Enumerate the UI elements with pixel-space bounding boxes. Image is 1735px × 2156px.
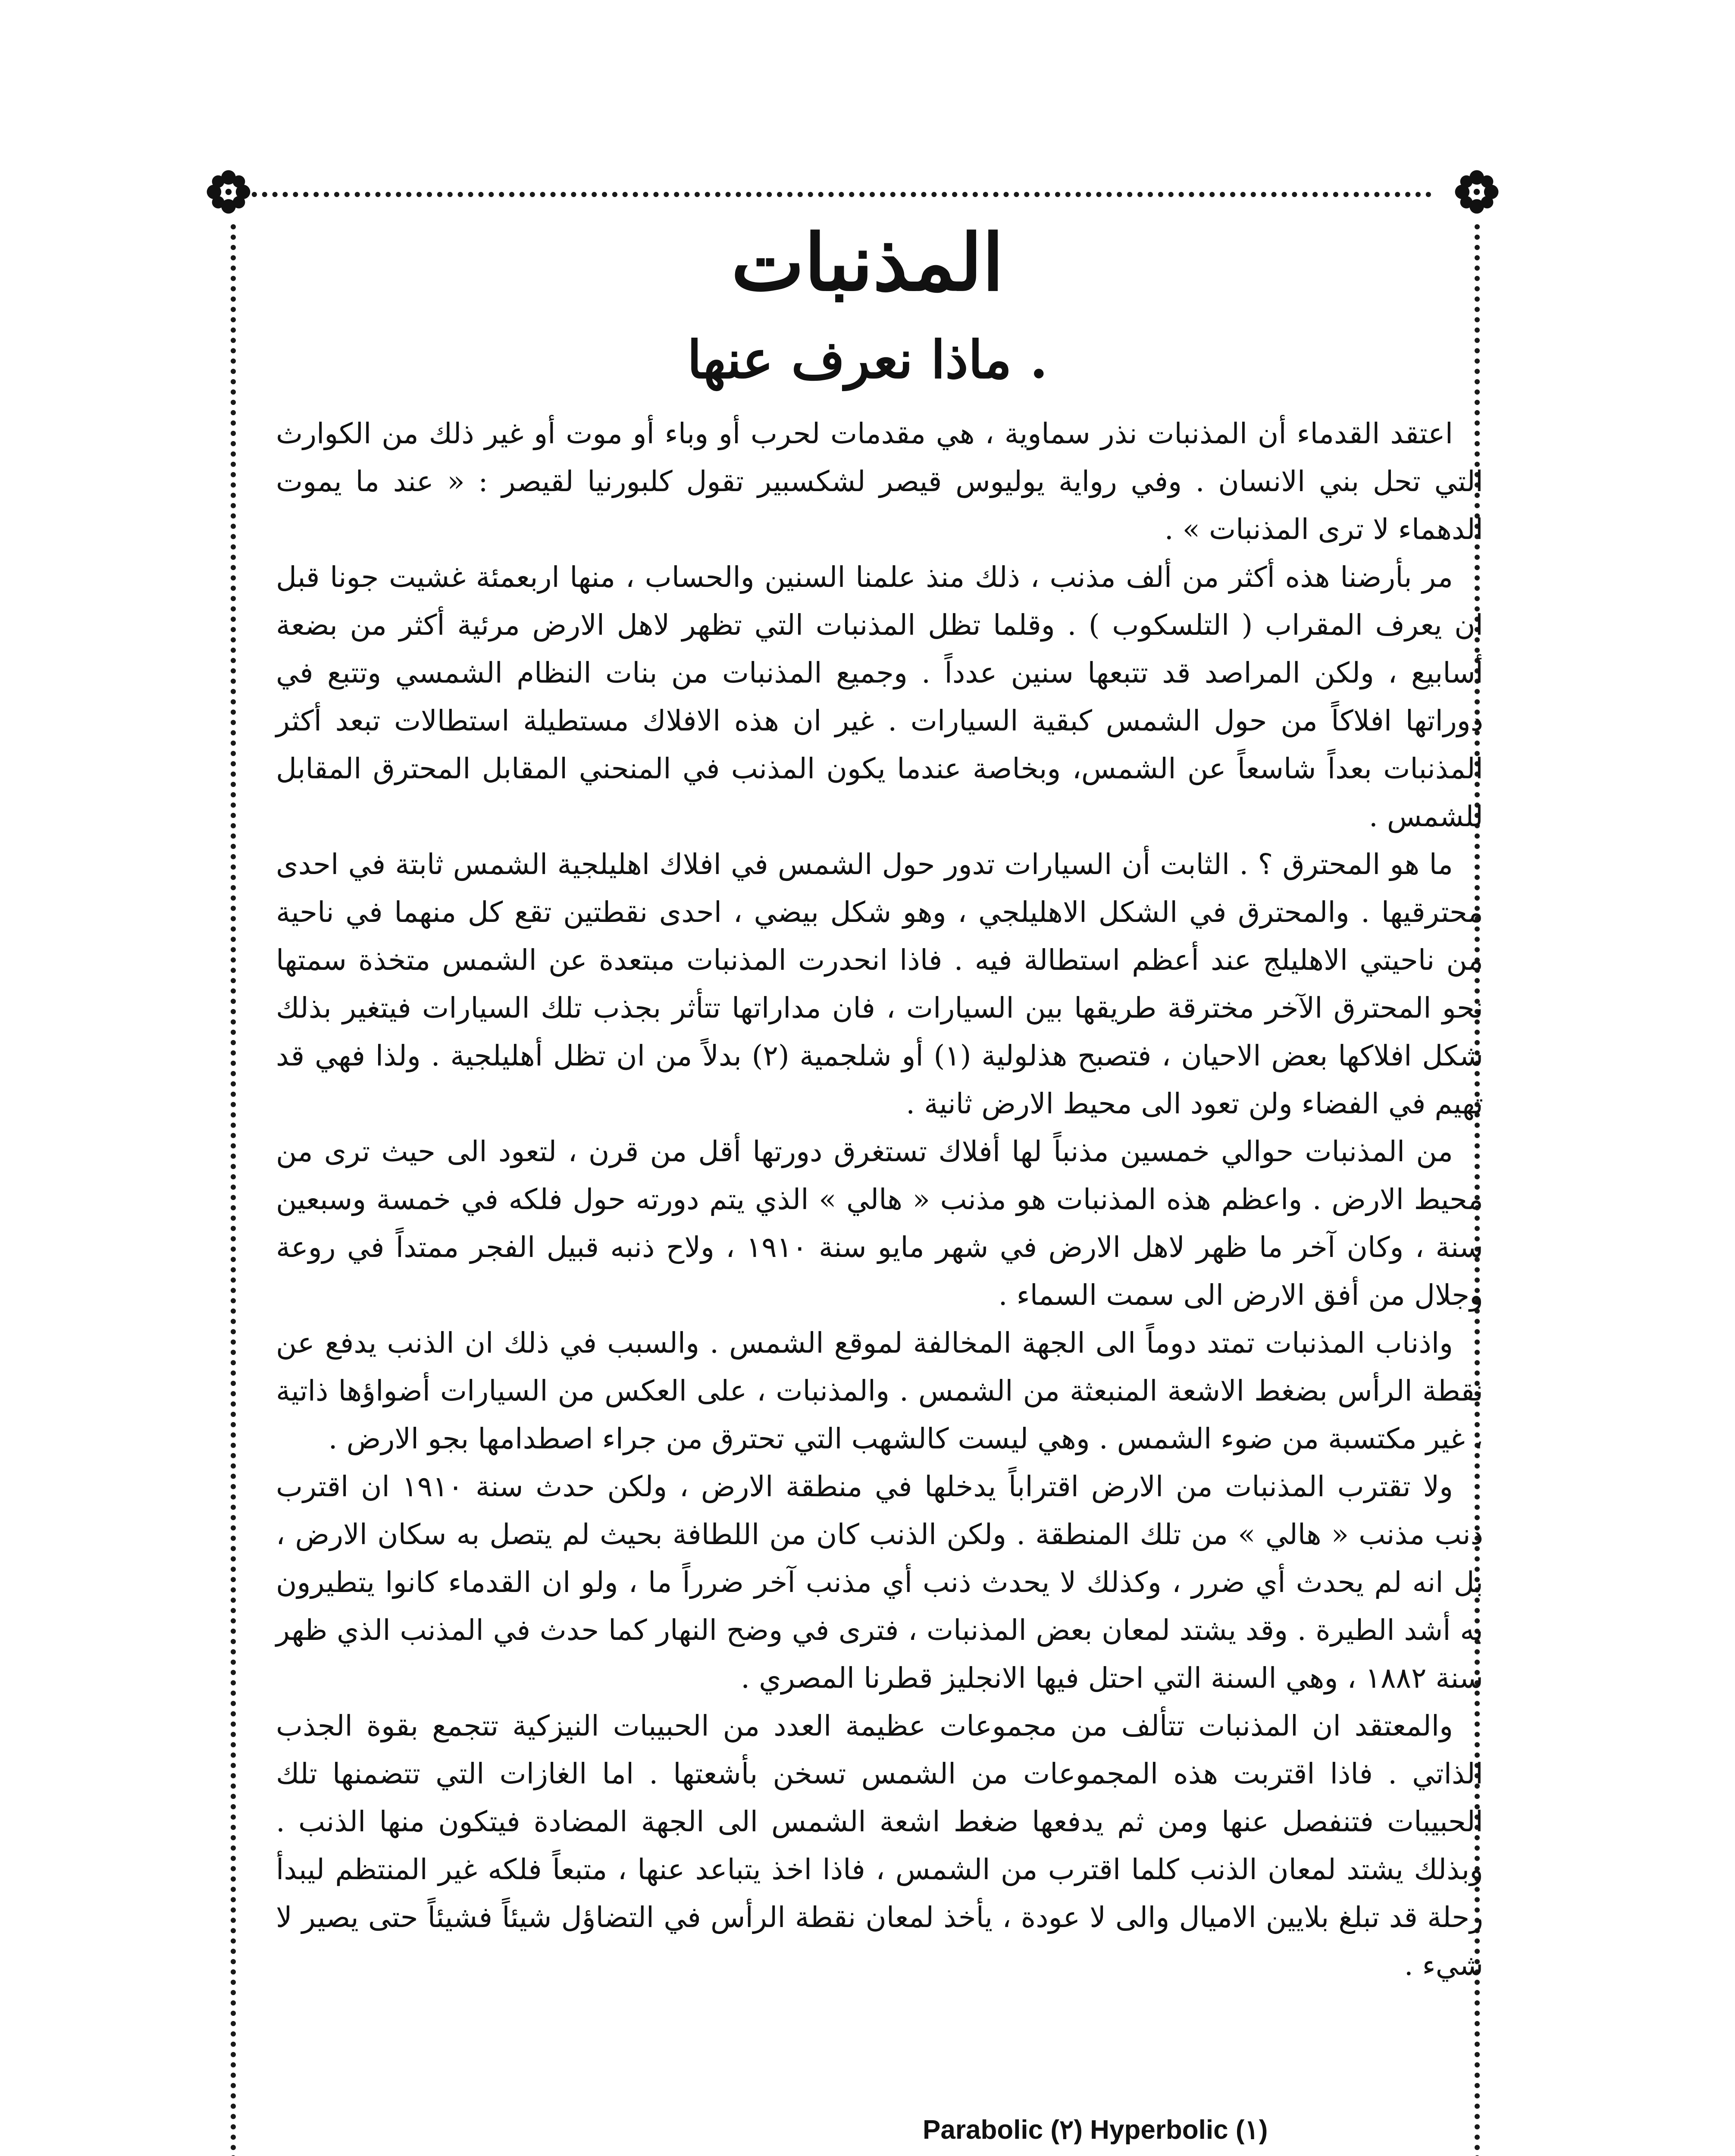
paragraph-focus-definition: ما هو المحترق ؟ . الثابت أن السيارات تدور حول الشمس في افلاك اهليلجية الشمس ثابتة في احدى محترقيها . والمحترق في الشكل الاهليلجي ، وهو شكل بيضي ، احدى نقطتين تقع كل منهما في ناحية من ناحيتي الاهليلج عند أعظم استطالة فيه . فاذا انحدرت المذنبات مبتعدة عن الشمس متخذة سمتها نحو المحترق الآخر مخترقة طريقها بين السيارات ، فان مداراتها تتأثر بجذب تلك السيارات فيتغير بذلك شكل افلاكها بعض الاحيان ، فتصبح هذلولية (١) أو شلجمية (٢) بدلاً من ان تظل أهليلجية . ولذا فهي قد تهيم في الفضاء ولن تعود الى محيط الارض ثانية . xyxy=(276,848,1484,1120)
paragraph-comet-orbits: مر بأرضنا هذه أكثر من ألف مذنب ، ذلك منذ علمنا السنين والحساب ، منها اربعمئة غشيت جونا قبل ان يعرف المقراب ( التلسكوب ) . وقلما تظل المذنبات التي تظهر لاهل الارض مرئية أكثر من بضعة أسابيع ، ولكن المراصد قد تتبعها سنين عدداً . وجميع المذنبات من بنات النظام الشمسي وتتبع في دوراتها افلاكاً من حول الشمس كبقية السيارات . غير ان هذه الافلاك مستطيلة استطالات تبعد أكثر المذنبات بعداً شاسعاً عن الشمس، وبخاصة عندما يكون المذنب في المنحني المقابل المحترق المقابل للشمس . xyxy=(276,561,1483,833)
footnote: Parabolic (٢) Hyperbolic (١) xyxy=(923,2115,1268,2145)
paragraph-halley-comet: من المذنبات حوالي خمسين مذنباً لها أفلاك تستغرق دورتها أقل من قرن ، لتعود الى حيث ترى من محيط الارض . واعظم هذه المذنبات هو مذنب « هالي » الذي يتم دورته حول فلكه في خمسة وسبعين سنة ، وكان آخر ما ظهر لاهل الارض في شهر مايو سنة ١٩١٠ ، ولاح ذنبه قبيل الفجر ممتداً في روعة وجلال من أفق الارض الى سمت السماء . xyxy=(276,1135,1483,1312)
paragraph-comet-tails: واذناب المذنبات تمتد دوماً الى الجهة المخالفة لموقع الشمس . والسبب في ذلك ان الذنب يدفع عن نقطة الرأس بضغط الاشعة المنبعثة من الشمس . والمذنبات ، على العكس من السيارات أضواؤها ذاتية ، غير مكتسبة من ضوء الشمس . وهي ليست كالشهب التي تحترق من جراء اصطدامها بجو الارض . xyxy=(276,1326,1483,1455)
corner-flower-ornament-top-right xyxy=(1451,166,1503,218)
page-subtitle: ماذا نعرف عنها . xyxy=(687,329,1048,390)
paragraph-earth-approach: ولا تقترب المذنبات من الارض اقتراباً يدخلها في منطقة الارض ، ولكن حدث سنة ١٩١٠ ان اقترب ذنب مذنب « هالي » من تلك المنطقة . ولكن الذنب كان من اللطافة بحيث لم يتصل به سكان الارض ، بل انه لم يحدث أي ضرر ، وكذلك لا يحدث ذنب أي مذنب آخر ضرراً ما ، ولو ان القدماء كانوا يتطيرون به أشد الطيرة . وقد يشتد لمعان بعض المذنبات ، فترى في وضح النهار كما حدث في المذنب الذي ظهر سنة ١٨٨٢ ، وهي السنة التي احتل فيها الانجليز قطرنا المصري . xyxy=(276,1470,1483,1695)
article-body xyxy=(276,410,1483,1989)
frame-top-border xyxy=(241,192,1431,197)
paragraph-comet-beliefs: اعتقد القدماء أن المذنبات نذر سماوية ، هي مقدمات لحرب أو وباء أو موت أو غير ذلك من الكوارث التي تحل بني الانسان . وفي رواية يوليوس قيصر لشكسبير تقول كلبورنيا لقيصر : « عند ما يموت الدهماء لا ترى المذنبات » . xyxy=(276,417,1483,546)
page-title: المذنبات xyxy=(731,217,1004,308)
frame-left-border xyxy=(231,224,236,2156)
paragraph-comet-composition: والمعتقد ان المذنبات تتألف من مجموعات عظيمة العدد من الحبيبات النيزكية تتجمع بقوة الجذب الذاتي . فاذا اقتربت هذه المجموعات من الشمس تسخن بأشعتها . اما الغازات التي تتضمنها تلك الحبيبات فتنفصل عنها ومن ثم يدفعها ضغط اشعة الشمس الى الجهة المضادة فيتكون منها الذنب . وبذلك يشتد لمعان الذنب كلما اقترب من الشمس ، فاذا اخذ يتباعد عنها ، متبعاً فلكه غير المنتظم ليبدأ رحلة قد تبلغ بلايين الاميال والى لا عودة ، يأخذ لمعان نقطة الرأس في التضاؤل شيئاً فشيئاً حتى يصير لا شيء . xyxy=(276,1709,1483,1982)
corner-flower-ornament-top-left xyxy=(203,166,254,218)
